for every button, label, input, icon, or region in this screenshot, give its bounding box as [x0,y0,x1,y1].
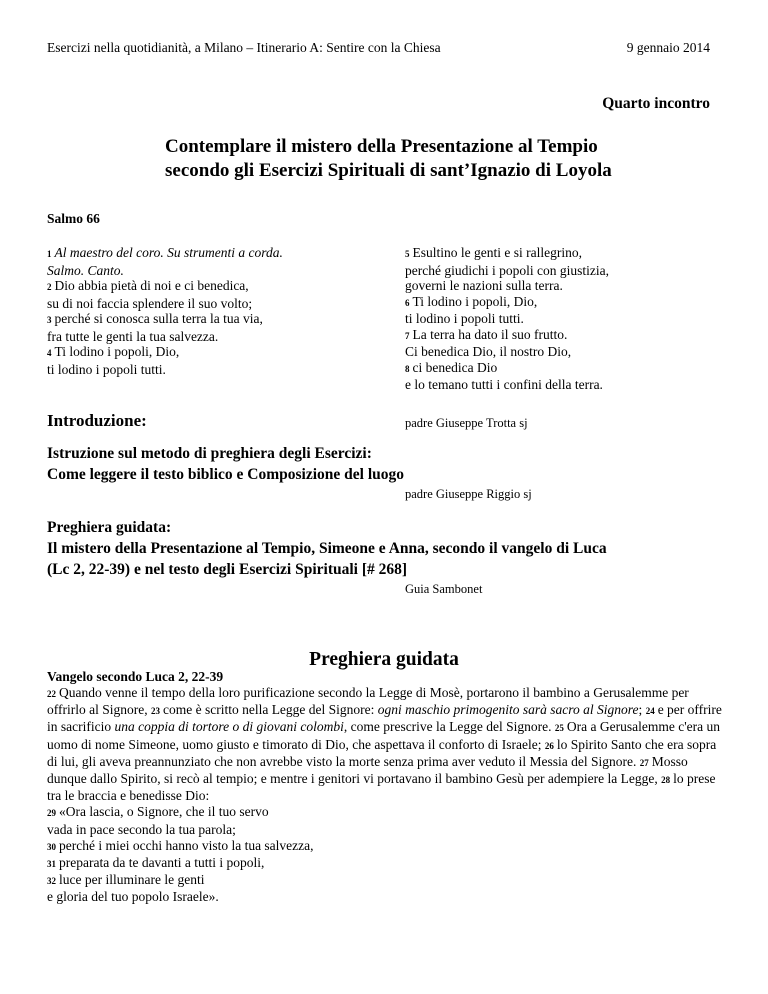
canticle-line: vada in pace secondo la tua parola; [47,821,236,837]
canticle-line: 31 preparata da te davanti a tutti i popoli, [47,855,265,871]
verse-number: 29 [47,808,56,819]
canticle-line: 29 «Ora lascia, o Signore, che il tuo servo [47,804,269,820]
intro-author: padre Giuseppe Trotta sj [405,416,528,430]
psalm-verse-line: governi le nazioni sulla terra. [405,278,563,293]
verse-number: 6 [405,297,410,308]
verse-number: 1 [47,249,52,259]
psalm-verse-line: Ci benedica Dio, il nostro Dio, [405,344,572,359]
gospel-text [47,685,727,906]
meeting-label: Quarto incontro [602,95,710,112]
canticle-line: 30 perché i miei occhi hanno visto la tua salvezza, [47,837,314,853]
verse-number: 5 [405,249,410,259]
psalm-verse-line: e lo temano tutti i confini della terra. [405,377,603,392]
canticle-line: e gloria del tuo popolo Israele». [47,889,219,905]
verse-number: 26 [544,740,554,751]
verse-number: 24 [645,706,655,717]
verse-number: 28 [661,775,671,786]
verse-number: 7 [405,330,410,341]
page-title [165,135,612,183]
section-prayer-title [47,517,607,580]
section-method-line2: Come leggere il testo biblico e Composizione del luogo [47,466,405,483]
verse-number: 23 [150,706,160,717]
verse-number: 2 [47,282,52,292]
psalm-title: Salmo 66 [47,211,100,226]
canticle-line: 32 luce per illuminare le genti [47,872,205,888]
psalm-left-column [47,245,367,377]
section-method-line1: Istruzione sul metodo di preghiera degli Esercizi: [47,445,372,462]
psalm-verse-line: 3 perché si conosca sulla terra la tua via, [47,311,263,326]
psalm-verse-line: 6 Ti lodino i popoli, Dio, [405,293,538,309]
gospel-title: Vangelo secondo Luca 2, 22-39 [47,669,224,684]
psalm-verse-line: 1 Al maestro del coro. Su strumenti a corda. [47,245,283,260]
section-prayer-line3: (Lc 2, 22-39) e nel testo degli Esercizi Spirituali [# 268] [47,561,408,578]
psalm-verse-line: ti lodino i popoli tutti. [405,311,524,326]
psalm-verse-line: 4 Ti lodino i popoli, Dio, [47,344,180,359]
verse-number: 31 [47,859,56,870]
intro-label: Introduzione: [47,411,147,430]
verse-number: 25 [554,723,564,734]
psalm-right-column [405,245,735,393]
psalm-verse-line: ti lodino i popoli tutti. [47,361,166,377]
section-prayer-author: Guia Sambonet [405,582,483,596]
psalm-verse-line: 2 Dio abbia pietà di noi e ci benedica, [47,278,249,293]
verse-number: 4 [47,348,52,358]
section-prayer-line1: Preghiera guidata: [47,519,172,536]
header-date: 9 gennaio 2014 [626,40,710,55]
section-prayer-line2: Il mistero della Presentazione al Tempio, Simeone e Anna, secondo il vangelo di Luca [47,540,607,557]
psalm-verse-line: 5 Esultino le genti e si rallegrino, [405,245,582,260]
verse-number: 30 [47,841,56,852]
psalm-verse-line: 7 La terra ha dato il suo frutto. [405,326,568,342]
page-title-line1: Contemplare il mistero della Presentazione al Tempio [165,136,598,157]
verse-number: 27 [639,757,649,768]
psalm-verse-line: perché giudichi i popoli con giustizia, [405,262,609,278]
psalm-verse-line: 8 ci benedica Dio [405,359,498,375]
header-left-text: Esercizi nella quotidianità, a Milano – Itinerario A: Sentire con la Chiesa [47,40,441,55]
prayer-heading: Preghiera guidata [309,649,459,670]
psalm-verse-line: fra tutte le genti la tua salvezza. [47,328,219,344]
psalm-verse-line: Salmo. Canto. [47,262,124,278]
verse-number: 8 [405,363,410,374]
page-title-line2: secondo gli Esercizi Spirituali di sant’Ignazio di Loyola [165,160,612,181]
verse-number: 3 [47,315,52,325]
verse-number: 32 [47,876,56,887]
gospel-paragraph: 22 Quando venne il tempo della loro purificazione secondo la Legge di Mosè, portarono il bambino a Gerusalemme per offrirlo al Signore, 23 come è scritto nella Legge del Signore: ogni maschio primogenito sarà sacro al Signore; 24 e per offrire in sacrificio una coppia di tortore o di giovani colombi, come prescrive la Legge del Signore. 25 Ora a Gerusalemme c'era un uomo di nome Simeone, uomo giusto e timorato di Dio, che aspettava il conforto di Israele; 26 lo Spirito Santo che era sopra di lui, gli aveva preannunziato che non avrebbe visto la morte senza prima aver veduto il Messia del Signore. 27 Mosso dunque dallo Spirito, si recò al tempio; e mentre i genitori vi portavano il bambino Gesù per adempiere la Legge, 28 lo prese tra le braccia e benedisse Dio: [47,685,722,804]
verse-number: 22 [47,689,56,699]
section-method-author: padre Giuseppe Riggio sj [405,487,532,501]
psalm-verse-line: su di noi faccia splendere il suo volto; [47,295,253,311]
section-method-title [47,443,404,485]
